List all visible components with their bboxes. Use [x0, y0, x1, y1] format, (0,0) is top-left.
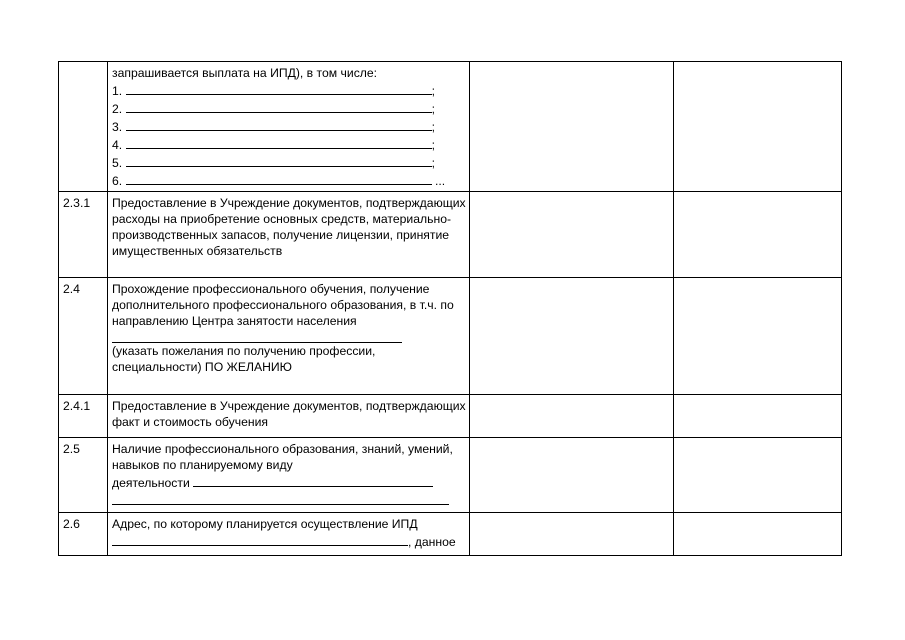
- list-item-end: ;: [431, 102, 435, 116]
- row-description-cell: [108, 278, 470, 395]
- continuation-text: запрашивается выплата на ИПД), в том числе:: [112, 66, 378, 80]
- row-description: Предоставление в Учреждение документов, подтверждающих факт и стоимость обучения: [112, 399, 466, 429]
- table-row: [59, 395, 842, 438]
- blank-line[interactable]: [126, 99, 432, 113]
- row-description-last-line: [112, 473, 466, 491]
- list-item-label: 1.: [112, 84, 123, 98]
- list-item-label: 3.: [112, 120, 123, 134]
- empty-cell[interactable]: [674, 513, 842, 556]
- row-note: (указать пожелания по получению профессии, специальности) ПО ЖЕЛАНИЮ: [112, 344, 376, 374]
- empty-cell[interactable]: [470, 192, 674, 278]
- table-row: [59, 513, 842, 556]
- row-number: 2.5: [63, 442, 80, 456]
- table-row: [59, 192, 842, 278]
- empty-cell[interactable]: [674, 62, 842, 192]
- row-description-cell: [108, 192, 470, 278]
- blank-line[interactable]: [112, 532, 408, 546]
- list-item-label: 2.: [112, 102, 123, 116]
- row-number-cell: [59, 513, 108, 556]
- list-item-end: ;: [431, 84, 435, 98]
- empty-cell[interactable]: [674, 438, 842, 513]
- list-item-end: ;: [431, 138, 435, 152]
- blank-line[interactable]: [126, 153, 432, 167]
- empty-cell[interactable]: [674, 395, 842, 438]
- row-description: Предоставление в Учреждение документов, подтверждающих расходы на приобретение основных средств, материально-производственных запасов, получение лицензии, принятие имущественных обязательств: [112, 196, 466, 258]
- row-number-cell: [59, 395, 108, 438]
- blank-line[interactable]: [126, 135, 432, 149]
- list-item-end: ;: [431, 120, 435, 134]
- row-description: Адрес, по которому планируется осуществление ИПД: [112, 517, 418, 531]
- row-description-last-line: [112, 532, 466, 550]
- empty-cell[interactable]: [470, 513, 674, 556]
- row-number-cell: [59, 278, 108, 395]
- row-number-cell: [59, 438, 108, 513]
- row-description: Прохождение профессионального обучения, получение дополнительного профессионального образования, в т.ч. по направлению Центра занятости населения: [112, 282, 454, 328]
- blank-line[interactable]: [193, 473, 433, 487]
- list-item-label: 4.: [112, 138, 123, 152]
- list-item: [112, 81, 466, 99]
- document-table: [58, 61, 842, 556]
- table-row: [59, 62, 842, 192]
- blank-line[interactable]: [126, 171, 432, 185]
- empty-cell[interactable]: [470, 438, 674, 513]
- list-item-label: 6.: [112, 174, 123, 188]
- empty-cell[interactable]: [674, 192, 842, 278]
- list-item: [112, 99, 466, 117]
- table-row: [59, 438, 842, 513]
- row-description-tail: деятельности: [112, 476, 190, 490]
- list-item: [112, 171, 466, 189]
- row-description-tail: , данное: [408, 535, 456, 549]
- row-description-cell: [108, 62, 470, 192]
- blank-line[interactable]: [112, 329, 402, 343]
- row-number: 2.6: [63, 517, 80, 531]
- empty-cell[interactable]: [470, 278, 674, 395]
- blank-line[interactable]: [112, 491, 449, 505]
- list-item-end: ...: [431, 174, 446, 188]
- list-item: [112, 117, 466, 135]
- blank-line[interactable]: [126, 81, 432, 95]
- list-item: [112, 153, 466, 171]
- row-number-cell: [59, 192, 108, 278]
- row-number-cell: [59, 62, 108, 192]
- row-number: 2.3.1: [63, 196, 91, 210]
- list-item: [112, 135, 466, 153]
- row-description: Наличие профессионального образования, знаний, умений, навыков по планируемому виду: [112, 442, 453, 472]
- empty-cell[interactable]: [470, 395, 674, 438]
- row-description-cell: [108, 513, 470, 556]
- list-item-end: ;: [431, 156, 435, 170]
- table-row: [59, 278, 842, 395]
- empty-cell[interactable]: [470, 62, 674, 192]
- row-description-cell: [108, 438, 470, 513]
- empty-cell[interactable]: [674, 278, 842, 395]
- row-number: 2.4.1: [63, 399, 91, 413]
- row-number: 2.4: [63, 282, 80, 296]
- blank-line[interactable]: [126, 117, 432, 131]
- list-item-label: 5.: [112, 156, 123, 170]
- row-description-cell: [108, 395, 470, 438]
